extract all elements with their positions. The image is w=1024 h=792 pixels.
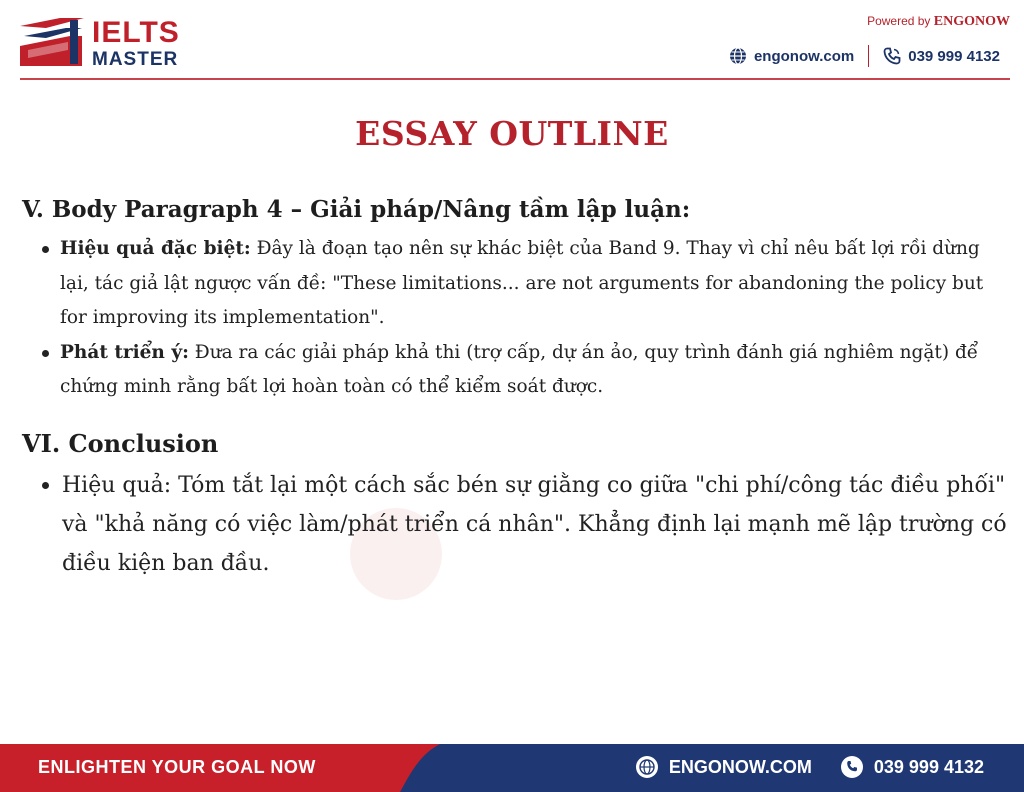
bullet-label: Phát triển ý: [60,341,189,363]
powered-by-prefix: Powered by [867,14,934,28]
header-divider [20,78,1010,80]
section-vi-heading: VI. Conclusion [22,429,219,458]
powered-by-brand: ENGONOW [933,14,1010,29]
header-phone-link[interactable]: 039 999 4132 [908,47,1000,65]
ielts-master-logo-icon [20,16,84,68]
header-contact [729,44,1000,68]
logo-master-text: MASTER [92,49,179,70]
section-v-list [40,232,1010,405]
bullet-text: Hiệu quả: Tóm tắt lại một cách sắc bén sự giằng co giữa "chi phí/công tác điều phối" và "khả năng có việc làm/phát triển cá nhân". Khẳng định lại mạnh mẽ lập trường có điều kiện ban đầu. [62,473,1007,576]
page-header [0,0,1024,80]
bullet-label: Hiệu quả đặc biệt: [60,238,251,259]
footer-website-link[interactable]: ENGONOW.COM [668,756,812,777]
phone-icon [883,47,901,65]
ielts-master-logo[interactable] [20,12,190,72]
list-item [40,336,1010,405]
powered-by [867,14,1010,30]
list-item [40,466,1010,583]
phone-icon [840,755,864,779]
bullet-text: Đưa ra các giải pháp khả thi (trợ cấp, dự án ảo, quy trình đánh giá nghiêm ngặt) để chứng minh rằng bất lợi hoàn toàn có thể kiểm soát được. [60,341,979,397]
section-v-heading: V. Body Paragraph 4 – Giải pháp/Nâng tầm lập luận: [22,196,691,223]
section-vi-list [40,466,1010,583]
page-title: ESSAY OUTLINE [355,114,669,153]
header-contact-divider [868,45,869,67]
globe-icon [729,47,747,65]
list-item [40,232,1010,336]
footer-curve-shape [360,744,480,792]
footer-contact [635,755,984,779]
footer-phone-link[interactable]: 039 999 4132 [873,756,984,777]
bullet-text: Đây là đoạn tạo nên sự khác biệt của Band 9. Thay vì chỉ nêu bất lợi rồi dừng lại, tác giả lật ngược vấn đề: "These limitations... are not arguments for abandoning the policy but for improving its implementation". [60,238,984,328]
footer-slogan: ENLIGHTEN YOUR GOAL NOW [38,757,316,777]
page-footer [0,744,1024,792]
globe-icon [635,755,659,779]
logo-ielts-text: IELTS [92,16,180,49]
header-website-link[interactable]: engonow.com [753,47,855,65]
